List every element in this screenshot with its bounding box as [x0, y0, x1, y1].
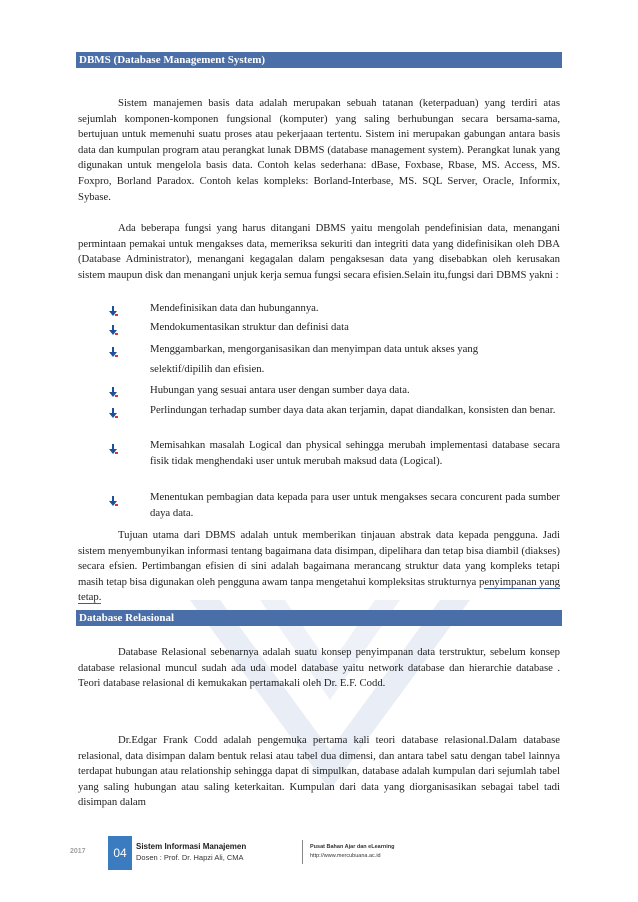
- arrow-bullet-icon: [107, 495, 119, 507]
- dbms-paragraph-3: Tujuan utama dari DBMS adalah untuk memberikan tinjauan abstrak data kepada pengguna. Jadi sistem menyembunyikan informasi tentang bagaimana data disimpan, dipelihara dan tetap bisa diambil (diakses) secara efsien. Pertimbangan efisien di sini adalah bagaimana merancang struktur data yang kompleks tetapi masih tetap bisa digunakan oleh pengguna awam tanpa mengetahui kompleksitas strukturnya penyimpanan yang tetap.: [78, 529, 561, 604]
- page-number: 04: [108, 836, 132, 870]
- footer-org: Pusat Bahan Ajar dan eLearning: [310, 844, 395, 850]
- section-title-dbms: DBMS (Database Management System): [76, 52, 562, 68]
- arrow-bullet-icon: [107, 346, 119, 358]
- footer-course: Sistem Informasi Manajemen: [136, 842, 247, 851]
- bullet-item: Memisahkan masalah Logical dan physical sehingga merubah implementasi database secara fisik tidak menghendaki user untuk merubah maksud data (Logical).: [150, 439, 560, 467]
- arrow-bullet-icon: [107, 443, 119, 455]
- page-footer: [70, 836, 580, 870]
- bullet-item: Hubungan yang sesuai antara user dengan sumber daya data.: [150, 384, 410, 396]
- dbms-paragraph-2: Ada beberapa fungsi yang harus ditangani DBMS yaitu mengolah pendefinisian data, menangani permintaan pemakai untuk mengakses data, memeriksa sekuriti dan integriti data yang didefinisikan oleh DBA (Database Administrator), menangani kegagalan dalam pengaksesan data yang disebabkan oleh kerusakan sistem maupun disk dan menangani unjuk kerja semua fungsi secara efisien.Selain itu,fungsi dari DBMS yakni :: [78, 222, 560, 281]
- bullet-item: Mendokumentasikan struktur dan definisi data: [150, 321, 349, 333]
- arrow-bullet-icon: [107, 386, 119, 398]
- section-title-database-relasional: Database Relasional: [76, 610, 562, 626]
- footer-year: 2017: [70, 848, 86, 855]
- footer-divider: [302, 840, 303, 864]
- bullet-item-continuation: selektif/dipilih dan efisien.: [150, 363, 265, 375]
- footer-url: http://www.mercubuana.ac.id: [310, 853, 381, 859]
- dbms-paragraph-1: Sistem manajemen basis data adalah merupakan sebuah tatanan (keterpaduan) yang terdiri atas sejumlah komponen-komponen fungsional (komputer) yang saling berhubungan secara bersama-sama, bertujuan untuk memenuhi suatu proses atau pekerjaaan tertentu. Sistem ini merupakan gabungan antara basis data dan kumpulan program atau perangkat lunak DBMS (database management system). Perangkat lunak yang digunakan untuk mengelola basis data. Contoh kelas sederhana: dBase, Foxbase, Rbase, MS. Access, MS. Foxpro, Borland Paradox. Contoh kelas kompleks: Borland-Interbase, MS. SQL Server, Oracle, Informix, Sybase.: [78, 97, 560, 203]
- highlighted-phrase: enyimpanan yang tetap.: [78, 575, 561, 604]
- arrow-bullet-icon: [107, 324, 119, 336]
- bullet-item: Perlindungan terhadap sumber daya data akan terjamin, dapat diandalkan, konsisten dan benar.: [150, 404, 556, 416]
- arrow-bullet-icon: [107, 407, 119, 419]
- bullet-item: Menentukan pembagian data kepada para user untuk mengakses secara concurent pada sumber daya data.: [150, 491, 560, 519]
- relasional-paragraph-1: Database Relasional sebenarnya adalah suatu konsep penyimpanan data terstruktur, sebelum konsep database relasional muncul sudah ada uda model database yaitu network database dan hierarchie database . Teori database relasional di kemukakan pertamakali oleh Dr. E.F. Codd.: [78, 646, 560, 690]
- arrow-bullet-icon: [107, 305, 119, 317]
- footer-lecturer: Dosen : Prof. Dr. Hapzi Ali, CMA: [136, 853, 244, 862]
- relasional-paragraph-2: Dr.Edgar Frank Codd adalah pengemuka pertama kali teori database relasional.Dalam database relasional, data disimpan dalam bentuk relasi atau tabel dua dimensi, dan antara tabel satu dengan tabel lainnya terdapat hubungan atau relationship sehingga dapat di simpulkan, database adalah kumpulan dari sejumlah tabel yang saling hubungan atau saling keterkaitan. Kumpulan dari data yang diorganisasikan sebagai tabel tadi disimpan dalam: [78, 734, 560, 809]
- bullet-item: Mendefinisikan data dan hubungannya.: [150, 302, 319, 314]
- bullet-item: Menggambarkan, mengorganisasikan dan menyimpan data untuk akses yang: [150, 343, 479, 355]
